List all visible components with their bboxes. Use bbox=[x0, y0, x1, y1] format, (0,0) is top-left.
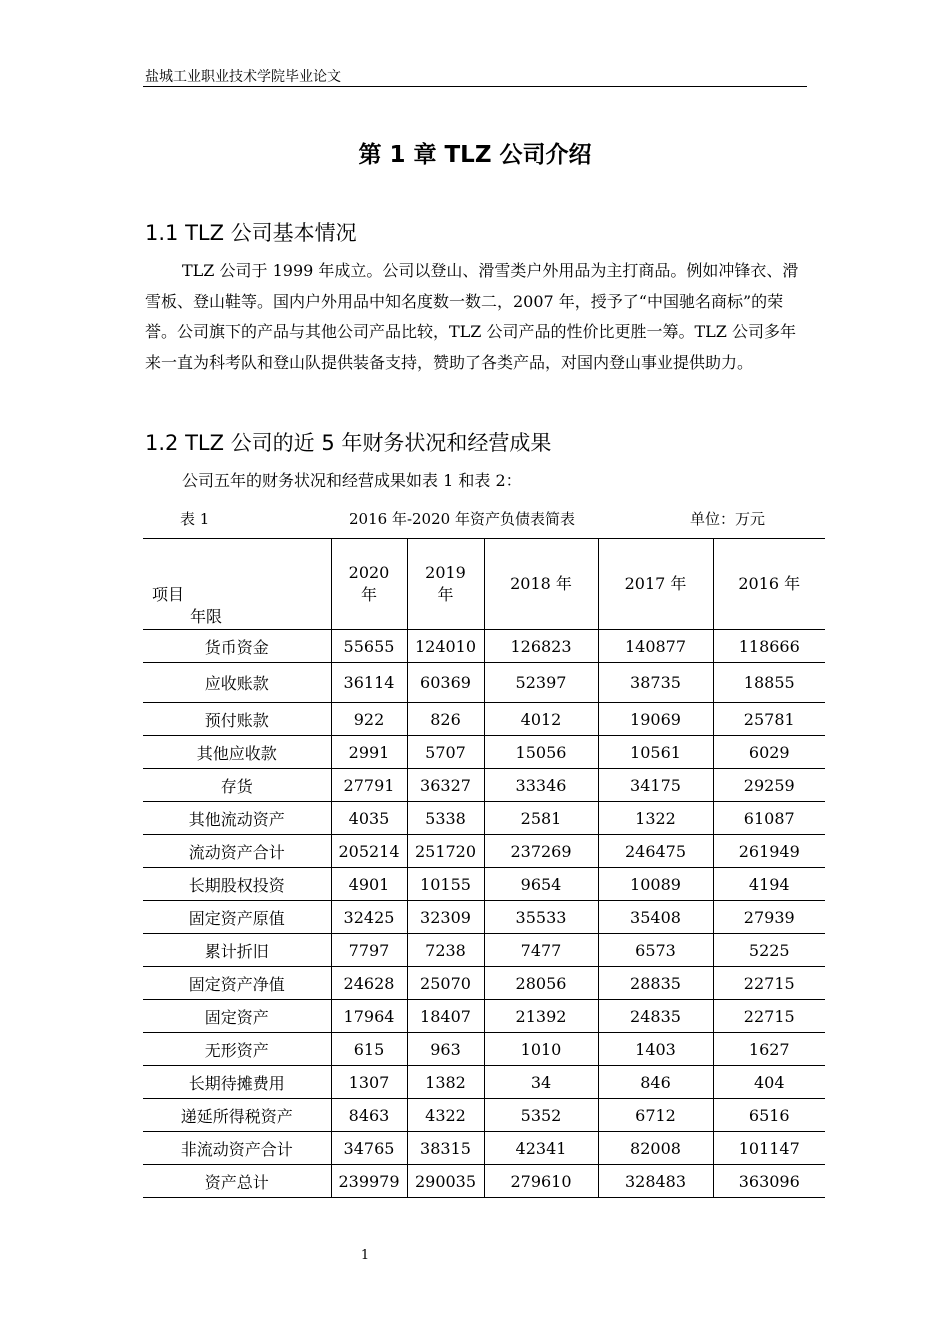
table-cell: 28056 bbox=[484, 967, 598, 1000]
table-cell: 55655 bbox=[331, 630, 407, 663]
row-label: 无形资产 bbox=[143, 1033, 331, 1066]
page-number: 1 bbox=[360, 1248, 370, 1263]
table-row bbox=[143, 967, 825, 1000]
table-cell: 6573 bbox=[598, 934, 713, 967]
row-label: 流动资产合计 bbox=[143, 835, 331, 868]
row-label: 其他流动资产 bbox=[143, 802, 331, 835]
row-label: 存货 bbox=[143, 769, 331, 802]
table-cell: 6712 bbox=[598, 1099, 713, 1132]
table-cell: 36114 bbox=[331, 663, 407, 703]
table-cell: 60369 bbox=[407, 663, 484, 703]
table-cell: 328483 bbox=[598, 1165, 713, 1198]
table-row bbox=[143, 630, 825, 663]
table-cell: 963 bbox=[407, 1033, 484, 1066]
section-1-2-intro: 公司五年的财务状况和经营成果如表 1 和表 2： bbox=[182, 471, 522, 490]
column-header-3: 2017 年 bbox=[598, 539, 713, 630]
table-cell: 251720 bbox=[407, 835, 484, 868]
table-row bbox=[143, 736, 825, 769]
row-label: 递延所得税资产 bbox=[143, 1099, 331, 1132]
table-cell: 27791 bbox=[331, 769, 407, 802]
table-cell: 82008 bbox=[598, 1132, 713, 1165]
row-label: 固定资产 bbox=[143, 1000, 331, 1033]
table-cell: 22715 bbox=[713, 967, 825, 1000]
row-label: 非流动资产合计 bbox=[143, 1132, 331, 1165]
table-cell: 4035 bbox=[331, 802, 407, 835]
table-cell: 29259 bbox=[713, 769, 825, 802]
table-row bbox=[143, 1132, 825, 1165]
column-header-2: 2018 年 bbox=[484, 539, 598, 630]
table-row bbox=[143, 934, 825, 967]
row-label: 固定资产原值 bbox=[143, 901, 331, 934]
table-cell: 846 bbox=[598, 1066, 713, 1099]
table-cell: 28835 bbox=[598, 967, 713, 1000]
table-cell: 1322 bbox=[598, 802, 713, 835]
table-cell: 404 bbox=[713, 1066, 825, 1099]
table-cell: 1403 bbox=[598, 1033, 713, 1066]
row-label: 货币资金 bbox=[143, 630, 331, 663]
table-cell: 52397 bbox=[484, 663, 598, 703]
table-row bbox=[143, 1033, 825, 1066]
table-row bbox=[143, 663, 825, 703]
table-cell: 261949 bbox=[713, 835, 825, 868]
row-label: 预付账款 bbox=[143, 703, 331, 736]
table-cell: 9654 bbox=[484, 868, 598, 901]
balance-sheet-table bbox=[143, 538, 825, 1198]
section-heading-1-1: 1.1 TLZ 公司基本情况 bbox=[145, 221, 357, 245]
table-cell: 4322 bbox=[407, 1099, 484, 1132]
table-cell: 34175 bbox=[598, 769, 713, 802]
table-row bbox=[143, 1000, 825, 1033]
table-cell: 21392 bbox=[484, 1000, 598, 1033]
table-cell: 4012 bbox=[484, 703, 598, 736]
row-label: 应收账款 bbox=[143, 663, 331, 703]
table-cell: 18855 bbox=[713, 663, 825, 703]
section-1-1-paragraph: TLZ 公司于 1999 年成立。公司以登山、滑雪类户外用品为主打商品。例如冲锋衣、滑雪板、登山鞋等。国内户外用品中知名度数一数二，2007 年，授予了“中国驰名商标”的荣誉。公司旗下的产品与其他公司产品比较，TLZ 公司产品的性价比更胜一筹。TLZ 公司多年来一直为科考队和登山队提供装备支持，赞助了各类产品，对国内登山事业提供助力。 bbox=[145, 261, 799, 372]
table-cell: 615 bbox=[331, 1033, 407, 1066]
column-header-4: 2016 年 bbox=[713, 539, 825, 630]
row-label: 长期待摊费用 bbox=[143, 1066, 331, 1099]
table-cell: 826 bbox=[407, 703, 484, 736]
table-cell: 2991 bbox=[331, 736, 407, 769]
table-cell: 35533 bbox=[484, 901, 598, 934]
table-cell: 363096 bbox=[713, 1165, 825, 1198]
column-header-0: 2020 年 bbox=[331, 539, 407, 630]
table-cell: 7477 bbox=[484, 934, 598, 967]
table-cell: 34 bbox=[484, 1066, 598, 1099]
row-label: 长期股权投资 bbox=[143, 868, 331, 901]
table-label: 表 1 bbox=[180, 510, 210, 528]
table-cell: 10561 bbox=[598, 736, 713, 769]
table-cell: 32425 bbox=[331, 901, 407, 934]
table-cell: 279610 bbox=[484, 1165, 598, 1198]
table-cell: 101147 bbox=[713, 1132, 825, 1165]
table-cell: 27939 bbox=[713, 901, 825, 934]
table-cell: 24628 bbox=[331, 967, 407, 1000]
table-cell: 42341 bbox=[484, 1132, 598, 1165]
table-row bbox=[143, 1165, 825, 1198]
table-cell: 1010 bbox=[484, 1033, 598, 1066]
table-cell: 124010 bbox=[407, 630, 484, 663]
table-cell: 237269 bbox=[484, 835, 598, 868]
table-cell: 5225 bbox=[713, 934, 825, 967]
table-header-row bbox=[143, 539, 825, 630]
table-cell: 38315 bbox=[407, 1132, 484, 1165]
table-cell: 34765 bbox=[331, 1132, 407, 1165]
table-row bbox=[143, 802, 825, 835]
table-cell: 61087 bbox=[713, 802, 825, 835]
table-cell: 17964 bbox=[331, 1000, 407, 1033]
table-unit: 单位：万元 bbox=[690, 510, 766, 528]
table-row bbox=[143, 901, 825, 934]
table-cell: 35408 bbox=[598, 901, 713, 934]
table-cell: 1382 bbox=[407, 1066, 484, 1099]
section-heading-1-2: 1.2 TLZ 公司的近 5 年财务状况和经营成果 bbox=[145, 431, 552, 455]
table-cell: 1627 bbox=[713, 1033, 825, 1066]
table-cell: 6516 bbox=[713, 1099, 825, 1132]
table-row bbox=[143, 868, 825, 901]
table-cell: 38735 bbox=[598, 663, 713, 703]
table-title: 2016 年-2020 年资产负债表简表 bbox=[349, 510, 575, 528]
table-cell: 205214 bbox=[331, 835, 407, 868]
table-cell: 239979 bbox=[331, 1165, 407, 1198]
table-cell: 24835 bbox=[598, 1000, 713, 1033]
row-label: 资产总计 bbox=[143, 1165, 331, 1198]
corner-item-label: 项目 bbox=[152, 585, 185, 604]
row-label: 累计折旧 bbox=[143, 934, 331, 967]
table-cell: 15056 bbox=[484, 736, 598, 769]
table-cell: 140877 bbox=[598, 630, 713, 663]
column-header-1: 2019 年 bbox=[407, 539, 484, 630]
table-cell: 1307 bbox=[331, 1066, 407, 1099]
table-row bbox=[143, 703, 825, 736]
table-cell: 10155 bbox=[407, 868, 484, 901]
row-label: 固定资产净值 bbox=[143, 967, 331, 1000]
table-body bbox=[143, 539, 825, 1198]
table-cell: 25070 bbox=[407, 967, 484, 1000]
chapter-title: 第 1 章 TLZ 公司介绍 bbox=[358, 142, 592, 168]
table-cell: 7797 bbox=[331, 934, 407, 967]
table-cell: 6029 bbox=[713, 736, 825, 769]
table-cell: 290035 bbox=[407, 1165, 484, 1198]
table-cell: 246475 bbox=[598, 835, 713, 868]
page-header: 盐城工业职业技术学院毕业论文 bbox=[145, 69, 341, 85]
table-cell: 4194 bbox=[713, 868, 825, 901]
table-cell: 10089 bbox=[598, 868, 713, 901]
header-rule bbox=[143, 86, 807, 87]
table-cell: 2581 bbox=[484, 802, 598, 835]
table-cell: 8463 bbox=[331, 1099, 407, 1132]
table-cell: 118666 bbox=[713, 630, 825, 663]
table-cell: 36327 bbox=[407, 769, 484, 802]
table-cell: 18407 bbox=[407, 1000, 484, 1033]
table-cell: 5338 bbox=[407, 802, 484, 835]
table-cell: 5707 bbox=[407, 736, 484, 769]
table-cell: 22715 bbox=[713, 1000, 825, 1033]
table-cell: 7238 bbox=[407, 934, 484, 967]
table-cell: 25781 bbox=[713, 703, 825, 736]
table-row bbox=[143, 835, 825, 868]
table-cell: 33346 bbox=[484, 769, 598, 802]
table-cell: 5352 bbox=[484, 1099, 598, 1132]
table-cell: 126823 bbox=[484, 630, 598, 663]
row-label: 其他应收款 bbox=[143, 736, 331, 769]
table-cell: 32309 bbox=[407, 901, 484, 934]
corner-year-label: 年限 bbox=[190, 607, 223, 626]
table-row bbox=[143, 1099, 825, 1132]
table-cell: 922 bbox=[331, 703, 407, 736]
table-cell: 19069 bbox=[598, 703, 713, 736]
table-row bbox=[143, 769, 825, 802]
corner-header-cell bbox=[143, 539, 331, 630]
table-row bbox=[143, 1066, 825, 1099]
table-cell: 4901 bbox=[331, 868, 407, 901]
